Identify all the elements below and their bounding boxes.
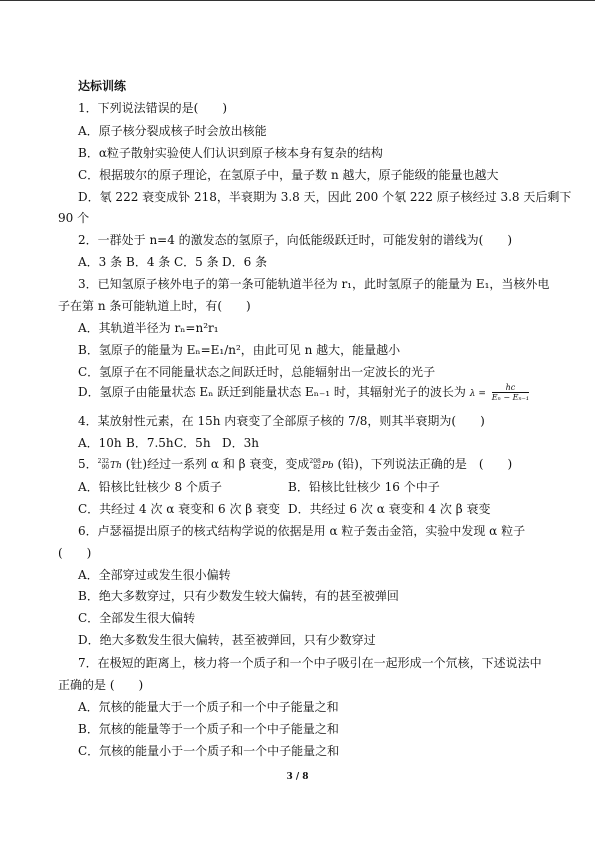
q5-stem — [78, 457, 512, 473]
q3-option-a: A．其轨道半径为 rₙ=n²r₁ — [78, 321, 219, 335]
q1-option-c: C．根据玻尔的原子理论，在氢原子中，量子数 n 越大，原子能级的能量也越大 — [78, 168, 499, 182]
q3-option-c: C．氢原子在不同能量状态之间跃迁时，总能辐射出一定波长的光子 — [78, 365, 436, 379]
q4-option-d: D．3h — [222, 436, 259, 450]
q7-option-b: B．氘核的能量等于一个质子和一个中子能量之和 — [78, 722, 339, 736]
q6-stem-line1: 6．卢瑟福提出原子的核式结构学说的依据是用 α 粒子轰击金箔，实验中发现 α 粒子 — [78, 524, 526, 538]
q4-option-c: C．5h — [174, 436, 211, 450]
q4-option-b: B．7.5h — [126, 436, 174, 450]
q3-stem-line2: 子在第 n 条可能轨道上时，有( ) — [58, 299, 251, 313]
q5-stem-mid: (钍)经过一系列 α 和 β 衰变，变成 — [121, 457, 310, 471]
q7-stem-line1: 7．在极短的距离上，核力将一个质子和一个中子吸引在一起形成一个氘核，下述说法中 — [78, 656, 542, 670]
q5-options-row1 — [78, 480, 440, 494]
q5-pb-z: 82 — [313, 463, 321, 471]
q1-option-d: D．氡 222 衰变成钋 218，半衰期为 3.8 天，因此 200 个氡 222 原子核经过 3.8 天后剩下 — [78, 190, 572, 204]
q5-number: 5． — [78, 457, 98, 471]
q6-option-c: C．全部发生很大偏转 — [78, 611, 196, 625]
q5-option-b: B．铅核比钍核少 16 个中子 — [288, 480, 440, 494]
q5-options-row2 — [78, 502, 490, 516]
q2-option-a: A．3 条 — [78, 255, 123, 269]
q3-option-d — [78, 383, 529, 402]
q6-option-b: B．绝大多数穿过，只有少数发生较大偏转，有的甚至被弹回 — [78, 589, 399, 603]
q2-option-b: B．4 条 — [126, 255, 171, 269]
q1-option-a: A．原子核分裂成核子时会放出核能 — [78, 124, 267, 138]
q6-option-a: A．全部穿过或发生很小偏转 — [78, 568, 231, 582]
q7-stem-line2: 正确的是 ( ) — [58, 678, 144, 692]
q7-option-c: C．氘核的能量小于一个质子和一个中子能量之和 — [78, 744, 340, 758]
q3-fraction-numerator: hc — [492, 383, 529, 393]
q3-fraction — [492, 383, 529, 402]
q1-stem: 1．下列说法错误的是( ) — [78, 101, 227, 115]
page-number: 3 / 8 — [286, 772, 309, 782]
section-heading: 达标训练 — [78, 79, 127, 93]
q3-option-d-text: D．氢原子由能量状态 Eₙ 跃迁到能量状态 Eₙ₋₁ 时，其辐射光子的波长为 — [78, 385, 466, 399]
q3-fraction-denominator: Eₙ − Eₙ₋₁ — [491, 393, 530, 402]
q5-option-d: D．共经过 6 次 α 衰变和 4 次 β 衰变 — [288, 502, 491, 516]
q5-pb-mass: 208 — [309, 457, 321, 465]
q5-pb-symbol: Pb — [321, 461, 334, 471]
q4-option-a: A．10h — [78, 436, 122, 450]
q5-isotope-lead — [309, 459, 320, 471]
q5-th-mass: 232 — [97, 457, 110, 465]
q7-option-a: A．氘核的能量大于一个质子和一个中子能量之和 — [78, 700, 339, 714]
q5-stem-tail: (铅)，下列说法正确的是 ( ) — [333, 457, 513, 471]
q3-option-b: B．氢原子的能量为 Eₙ=E₁/n²，由此可见 n 越大，能量越小 — [78, 343, 401, 357]
q2-options — [78, 255, 267, 269]
q3-lambda: λ = — [469, 389, 486, 399]
q6-stem-line2: ( ) — [58, 546, 92, 560]
q1-option-b: B．α粒子散射实验使人们认识到原子核本身有复杂的结构 — [78, 146, 383, 160]
q5-th-z: 90 — [101, 463, 110, 471]
q5-isotope-thorium — [98, 459, 109, 471]
q6-option-d: D．绝大多数发生很大偏转，甚至被弹回，只有少数穿过 — [78, 633, 376, 647]
q5-option-a: A．铅核比钍核少 8 个质子 — [78, 480, 222, 494]
q2-stem: 2．一群处于 n=4 的激发态的氢原子，向低能级跃迁时，可能发射的谱线为( ) — [78, 233, 513, 247]
q4-options — [78, 436, 259, 450]
top-border — [0, 0, 595, 1]
q5-th-symbol: Th — [110, 461, 122, 471]
q4-stem: 4．某放射性元素，在 15h 内衰变了全部原子核的 7/8，则其半衰期为( ) — [78, 414, 485, 428]
q2-option-d: D．6 条 — [222, 255, 268, 269]
q1-option-d-cont: 90 个 — [58, 211, 90, 225]
q2-option-c: C．5 条 — [174, 255, 219, 269]
q5-option-c: C．共经过 4 次 α 衰变和 6 次 β 衰变 — [78, 502, 281, 516]
q3-stem-line1: 3．已知氢原子核外电子的第一条可能轨道半径为 r₁，此时氢原子的能量为 E₁，当核外电 — [78, 277, 550, 291]
